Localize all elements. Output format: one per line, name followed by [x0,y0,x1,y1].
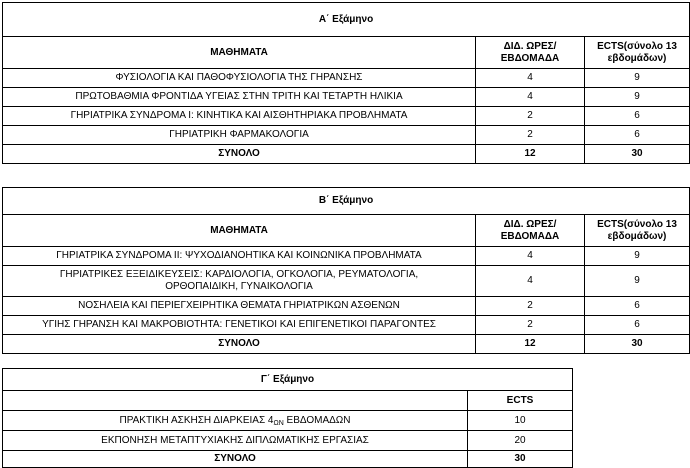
ects-cell: 20 [468,431,573,451]
table-row [3,316,690,335]
total-label: ΣΥΝΟΛΟ [3,335,476,354]
ects-cell: 6 [585,107,690,126]
subject-cell: ΥΓΙΗΣ ΓΗΡΑΝΣΗ ΚΑΙ ΜΑΚΡΟΒΙΟΤΗΤΑ: ΓΕΝΕΤΙΚΟΙ ΚΑΙ ΕΠΙΓΕΝΕΤΙΚΟΙ ΠΑΡΑΓΟΝΤΕΣ [3,316,476,335]
ects-cell: 6 [585,297,690,316]
semester-b-table [2,187,690,354]
total-label: ΣΥΝΟΛΟ [3,451,468,468]
semester-b-title: Β΄ Εξάμηνο [3,188,690,215]
subject-cell: ΓΗΡΙΑΤΡΙΚΕΣ ΕΞΕΙΔΙΚΕΥΣΕΙΣ: ΚΑΡΔΙΟΛΟΓΙΑ, ΟΓΚΟΛΟΓΙΑ, ΡΕΥΜΑΤΟΛΟΓΙΑ, ΟΡΘΟΠΑΙΔΙΚΗ, ΓΥΝΑΙΚΟΛΟΓΙΑ [3,266,476,297]
total-label: ΣΥΝΟΛΟ [3,145,476,164]
total-row [3,335,690,354]
table-row [3,266,690,297]
total-hours: 12 [476,335,585,354]
total-ects: 30 [585,335,690,354]
hours-cell: 2 [476,316,585,335]
ects-header: ECTS(σύνολο 13 εβδομάδων) [585,215,690,247]
total-row [3,451,573,468]
semester-a-table [2,2,690,164]
subject-cell: ΓΗΡΙΑΤΡΙΚΑ ΣΥΝΔΡΟΜΑ ΙΙ: ΨΥΧΟΔΙΑΝΟΗΤΙΚΑ ΚΑΙ ΚΟΙΝΩΝΙΚΑ ΠΡΟΒΛΗΜΑΤΑ [3,247,476,266]
table-row [3,247,690,266]
subjects-header-empty [3,391,468,411]
semester-c-title: Γ΄ Εξάμηνο [3,369,573,391]
subject-cell: ΝΟΣΗΛΕΙΑ ΚΑΙ ΠΕΡΙΕΓΧΕΙΡΗΤΙΚΑ ΘΕΜΑΤΑ ΓΗΡΙΑΤΡΙΚΩΝ ΑΣΘΕΝΩΝ [3,297,476,316]
subjects-header: ΜΑΘΗΜΑΤΑ [3,215,476,247]
subject-text: ΠΡΑΚΤΙΚΗ ΑΣΚΗΣΗ ΔΙΑΡΚΕΙΑΣ 4 [119,414,274,426]
subject-cell: ΓΗΡΙΑΤΡΙΚΗ ΦΑΡΜΑΚΟΛΟΓΙΑ [3,126,476,145]
ects-cell: 9 [585,69,690,88]
table-row [3,297,690,316]
table-row [3,411,573,431]
hours-cell: 2 [476,107,585,126]
hours-cell: 2 [476,297,585,316]
subject-cell: ΓΗΡΙΑΤΡΙΚΑ ΣΥΝΔΡΟΜΑ Ι: ΚΙΝΗΤΙΚΑ ΚΑΙ ΑΙΣΘΗΤΗΡΙΑΚΑ ΠΡΟΒΛΗΜΑΤΑ [3,107,476,126]
table-row [3,107,690,126]
hours-header: ΔΙΔ. ΩΡΕΣ/ ΕΒΔΟΜΑΔΑ [476,215,585,247]
hours-cell: 4 [476,88,585,107]
hours-cell: 4 [476,247,585,266]
total-hours: 12 [476,145,585,164]
hours-cell: 4 [476,69,585,88]
subject-cell: ΦΥΣΙΟΛΟΓΙΑ ΚΑΙ ΠΑΘΟΦΥΣΙΟΛΟΓΙΑ ΤΗΣ ΓΗΡΑΝΣΗΣ [3,69,476,88]
table-row [3,69,690,88]
ects-cell: 6 [585,126,690,145]
table-row [3,431,573,451]
ects-cell: 9 [585,88,690,107]
subject-superscript: ΩΝ [273,419,284,427]
semester-a-title: Α΄ Εξάμηνο [3,3,690,37]
ects-cell: 9 [585,266,690,297]
hours-header: ΔΙΔ. ΩΡΕΣ/ ΕΒΔΟΜΑΔΑ [476,37,585,69]
total-ects: 30 [585,145,690,164]
hours-cell: 4 [476,266,585,297]
table-row [3,126,690,145]
subject-cell [3,411,468,431]
subject-cell: ΠΡΩΤΟΒΑΘΜΙΑ ΦΡΟΝΤΙΔΑ ΥΓΕΙΑΣ ΣΤΗΝ ΤΡΙΤΗ ΚΑΙ ΤΕΤΑΡΤΗ ΗΛΙΚΙΑ [3,88,476,107]
hours-cell: 2 [476,126,585,145]
subjects-header: ΜΑΘΗΜΑΤΑ [3,37,476,69]
table-row [3,88,690,107]
ects-cell: 6 [585,316,690,335]
ects-header: ECTS [468,391,573,411]
total-row [3,145,690,164]
ects-header: ECTS(σύνολο 13 εβδομάδων) [585,37,690,69]
total-ects: 30 [468,451,573,468]
subject-cell: ΕΚΠΟΝΗΣΗ ΜΕΤΑΠΤΥΧΙΑΚΗΣ ΔΙΠΛΩΜΑΤΙΚΗΣ ΕΡΓΑΣΙΑΣ [3,431,468,451]
subject-text-end: ΕΒΔΟΜΑΔΩΝ [283,414,351,426]
ects-cell: 10 [468,411,573,431]
semester-c-table [2,368,573,468]
ects-cell: 9 [585,247,690,266]
